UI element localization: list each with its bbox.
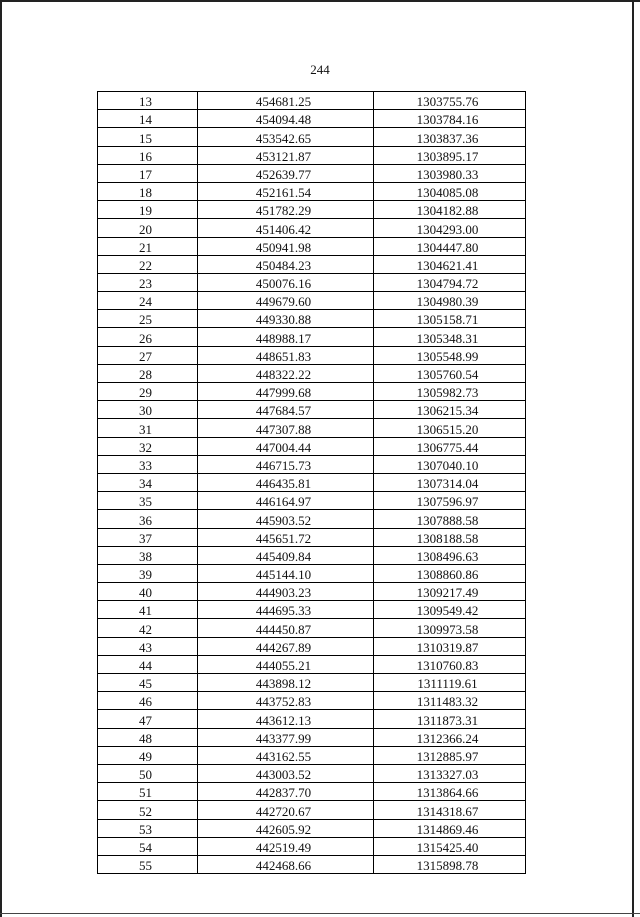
y-coordinate-cell: 1305348.31 bbox=[374, 328, 526, 346]
coordinate-table bbox=[97, 91, 526, 874]
table-row bbox=[98, 310, 526, 328]
table-row bbox=[98, 855, 526, 873]
table-row bbox=[98, 764, 526, 782]
y-coordinate-cell: 1310760.83 bbox=[374, 655, 526, 673]
x-coordinate-cell: 445651.72 bbox=[198, 528, 374, 546]
x-coordinate-cell: 447004.44 bbox=[198, 437, 374, 455]
table-row bbox=[98, 219, 526, 237]
table-row bbox=[98, 146, 526, 164]
y-coordinate-cell: 1310319.87 bbox=[374, 637, 526, 655]
point-number-cell: 35 bbox=[98, 492, 198, 510]
point-number-cell: 34 bbox=[98, 473, 198, 491]
x-coordinate-cell: 446164.97 bbox=[198, 492, 374, 510]
table-row bbox=[98, 528, 526, 546]
y-coordinate-cell: 1308860.86 bbox=[374, 564, 526, 582]
point-number-cell: 48 bbox=[98, 728, 198, 746]
y-coordinate-cell: 1307596.97 bbox=[374, 492, 526, 510]
table-row bbox=[98, 601, 526, 619]
table-row bbox=[98, 728, 526, 746]
x-coordinate-cell: 452161.54 bbox=[198, 182, 374, 200]
table-row bbox=[98, 292, 526, 310]
point-number-cell: 55 bbox=[98, 855, 198, 873]
point-number-cell: 50 bbox=[98, 764, 198, 782]
y-coordinate-cell: 1311483.32 bbox=[374, 692, 526, 710]
table-row bbox=[98, 746, 526, 764]
x-coordinate-cell: 450941.98 bbox=[198, 237, 374, 255]
point-number-cell: 45 bbox=[98, 674, 198, 692]
y-coordinate-cell: 1309549.42 bbox=[374, 601, 526, 619]
x-coordinate-cell: 450076.16 bbox=[198, 273, 374, 291]
y-coordinate-cell: 1305982.73 bbox=[374, 383, 526, 401]
x-coordinate-cell: 442519.49 bbox=[198, 837, 374, 855]
y-coordinate-cell: 1308496.63 bbox=[374, 546, 526, 564]
y-coordinate-cell: 1304621.41 bbox=[374, 255, 526, 273]
y-coordinate-cell: 1303784.16 bbox=[374, 110, 526, 128]
point-number-cell: 19 bbox=[98, 201, 198, 219]
table-row bbox=[98, 619, 526, 637]
y-coordinate-cell: 1304293.00 bbox=[374, 219, 526, 237]
table-row bbox=[98, 837, 526, 855]
x-coordinate-cell: 449330.88 bbox=[198, 310, 374, 328]
x-coordinate-cell: 450484.23 bbox=[198, 255, 374, 273]
x-coordinate-cell: 443612.13 bbox=[198, 710, 374, 728]
table-row bbox=[98, 710, 526, 728]
point-number-cell: 22 bbox=[98, 255, 198, 273]
y-coordinate-cell: 1314869.46 bbox=[374, 819, 526, 837]
table-row bbox=[98, 364, 526, 382]
point-number-cell: 18 bbox=[98, 182, 198, 200]
table-row bbox=[98, 401, 526, 419]
page-border-left bbox=[0, 0, 2, 917]
point-number-cell: 17 bbox=[98, 164, 198, 182]
y-coordinate-cell: 1306775.44 bbox=[374, 437, 526, 455]
point-number-cell: 15 bbox=[98, 128, 198, 146]
page-border-right bbox=[632, 0, 634, 917]
table-row bbox=[98, 583, 526, 601]
point-number-cell: 20 bbox=[98, 219, 198, 237]
x-coordinate-cell: 451782.29 bbox=[198, 201, 374, 219]
point-number-cell: 30 bbox=[98, 401, 198, 419]
point-number-cell: 54 bbox=[98, 837, 198, 855]
y-coordinate-cell: 1303837.36 bbox=[374, 128, 526, 146]
y-coordinate-cell: 1306215.34 bbox=[374, 401, 526, 419]
point-number-cell: 40 bbox=[98, 583, 198, 601]
table-row bbox=[98, 473, 526, 491]
x-coordinate-cell: 444267.89 bbox=[198, 637, 374, 655]
x-coordinate-cell: 449679.60 bbox=[198, 292, 374, 310]
point-number-cell: 44 bbox=[98, 655, 198, 673]
point-number-cell: 39 bbox=[98, 564, 198, 582]
y-coordinate-cell: 1303895.17 bbox=[374, 146, 526, 164]
table-row bbox=[98, 328, 526, 346]
x-coordinate-cell: 442837.70 bbox=[198, 783, 374, 801]
table-row bbox=[98, 164, 526, 182]
table-row bbox=[98, 492, 526, 510]
y-coordinate-cell: 1312366.24 bbox=[374, 728, 526, 746]
x-coordinate-cell: 453542.65 bbox=[198, 128, 374, 146]
page-number: 244 bbox=[310, 62, 330, 77]
x-coordinate-cell: 448651.83 bbox=[198, 346, 374, 364]
x-coordinate-cell: 448988.17 bbox=[198, 328, 374, 346]
page-border-bottom bbox=[0, 913, 640, 914]
table-row bbox=[98, 655, 526, 673]
point-number-cell: 49 bbox=[98, 746, 198, 764]
x-coordinate-cell: 443898.12 bbox=[198, 674, 374, 692]
point-number-cell: 36 bbox=[98, 510, 198, 528]
y-coordinate-cell: 1304980.39 bbox=[374, 292, 526, 310]
y-coordinate-cell: 1304794.72 bbox=[374, 273, 526, 291]
y-coordinate-cell: 1311873.31 bbox=[374, 710, 526, 728]
point-number-cell: 37 bbox=[98, 528, 198, 546]
x-coordinate-cell: 454094.48 bbox=[198, 110, 374, 128]
y-coordinate-cell: 1306515.20 bbox=[374, 419, 526, 437]
x-coordinate-cell: 447684.57 bbox=[198, 401, 374, 419]
x-coordinate-cell: 442720.67 bbox=[198, 801, 374, 819]
table-row bbox=[98, 546, 526, 564]
x-coordinate-cell: 452639.77 bbox=[198, 164, 374, 182]
y-coordinate-cell: 1307888.58 bbox=[374, 510, 526, 528]
table-row bbox=[98, 801, 526, 819]
point-number-cell: 32 bbox=[98, 437, 198, 455]
y-coordinate-cell: 1309217.49 bbox=[374, 583, 526, 601]
point-number-cell: 52 bbox=[98, 801, 198, 819]
table-row bbox=[98, 674, 526, 692]
x-coordinate-cell: 448322.22 bbox=[198, 364, 374, 382]
y-coordinate-cell: 1304447.80 bbox=[374, 237, 526, 255]
y-coordinate-cell: 1314318.67 bbox=[374, 801, 526, 819]
table-row bbox=[98, 128, 526, 146]
point-number-cell: 29 bbox=[98, 383, 198, 401]
table-row bbox=[98, 255, 526, 273]
y-coordinate-cell: 1312885.97 bbox=[374, 746, 526, 764]
x-coordinate-cell: 447999.68 bbox=[198, 383, 374, 401]
x-coordinate-cell: 442468.66 bbox=[198, 855, 374, 873]
point-number-cell: 51 bbox=[98, 783, 198, 801]
point-number-cell: 42 bbox=[98, 619, 198, 637]
x-coordinate-cell: 446715.73 bbox=[198, 455, 374, 473]
point-number-cell: 21 bbox=[98, 237, 198, 255]
table-row bbox=[98, 564, 526, 582]
table-row bbox=[98, 201, 526, 219]
point-number-cell: 26 bbox=[98, 328, 198, 346]
y-coordinate-cell: 1305548.99 bbox=[374, 346, 526, 364]
point-number-cell: 24 bbox=[98, 292, 198, 310]
point-number-cell: 38 bbox=[98, 546, 198, 564]
page-border-top bbox=[0, 0, 640, 2]
x-coordinate-cell: 454681.25 bbox=[198, 92, 374, 110]
x-coordinate-cell: 444450.87 bbox=[198, 619, 374, 637]
table-row bbox=[98, 346, 526, 364]
point-number-cell: 33 bbox=[98, 455, 198, 473]
point-number-cell: 13 bbox=[98, 92, 198, 110]
x-coordinate-cell: 443162.55 bbox=[198, 746, 374, 764]
x-coordinate-cell: 451406.42 bbox=[198, 219, 374, 237]
x-coordinate-cell: 442605.92 bbox=[198, 819, 374, 837]
table-row bbox=[98, 182, 526, 200]
y-coordinate-cell: 1303980.33 bbox=[374, 164, 526, 182]
table-row bbox=[98, 237, 526, 255]
point-number-cell: 43 bbox=[98, 637, 198, 655]
y-coordinate-cell: 1305760.54 bbox=[374, 364, 526, 382]
y-coordinate-cell: 1307040.10 bbox=[374, 455, 526, 473]
point-number-cell: 41 bbox=[98, 601, 198, 619]
table-row bbox=[98, 637, 526, 655]
x-coordinate-cell: 443003.52 bbox=[198, 764, 374, 782]
x-coordinate-cell: 444055.21 bbox=[198, 655, 374, 673]
table-row bbox=[98, 419, 526, 437]
point-number-cell: 53 bbox=[98, 819, 198, 837]
point-number-cell: 27 bbox=[98, 346, 198, 364]
point-number-cell: 23 bbox=[98, 273, 198, 291]
x-coordinate-cell: 445409.84 bbox=[198, 546, 374, 564]
point-number-cell: 31 bbox=[98, 419, 198, 437]
x-coordinate-cell: 445144.10 bbox=[198, 564, 374, 582]
x-coordinate-cell: 447307.88 bbox=[198, 419, 374, 437]
y-coordinate-cell: 1305158.71 bbox=[374, 310, 526, 328]
y-coordinate-cell: 1304182.88 bbox=[374, 201, 526, 219]
table-row bbox=[98, 437, 526, 455]
point-number-cell: 14 bbox=[98, 110, 198, 128]
table-row bbox=[98, 273, 526, 291]
table-row bbox=[98, 92, 526, 110]
x-coordinate-cell: 443377.99 bbox=[198, 728, 374, 746]
point-number-cell: 16 bbox=[98, 146, 198, 164]
y-coordinate-cell: 1308188.58 bbox=[374, 528, 526, 546]
y-coordinate-cell: 1313864.66 bbox=[374, 783, 526, 801]
x-coordinate-cell: 444903.23 bbox=[198, 583, 374, 601]
x-coordinate-cell: 444695.33 bbox=[198, 601, 374, 619]
y-coordinate-cell: 1309973.58 bbox=[374, 619, 526, 637]
x-coordinate-cell: 453121.87 bbox=[198, 146, 374, 164]
y-coordinate-cell: 1315425.40 bbox=[374, 837, 526, 855]
y-coordinate-cell: 1313327.03 bbox=[374, 764, 526, 782]
y-coordinate-cell: 1315898.78 bbox=[374, 855, 526, 873]
y-coordinate-cell: 1303755.76 bbox=[374, 92, 526, 110]
point-number-cell: 28 bbox=[98, 364, 198, 382]
table-row bbox=[98, 692, 526, 710]
coordinate-table-body bbox=[98, 92, 526, 874]
y-coordinate-cell: 1311119.61 bbox=[374, 674, 526, 692]
point-number-cell: 25 bbox=[98, 310, 198, 328]
x-coordinate-cell: 446435.81 bbox=[198, 473, 374, 491]
x-coordinate-cell: 445903.52 bbox=[198, 510, 374, 528]
y-coordinate-cell: 1307314.04 bbox=[374, 473, 526, 491]
table-row bbox=[98, 383, 526, 401]
table-row bbox=[98, 110, 526, 128]
x-coordinate-cell: 443752.83 bbox=[198, 692, 374, 710]
table-row bbox=[98, 510, 526, 528]
table-row bbox=[98, 819, 526, 837]
y-coordinate-cell: 1304085.08 bbox=[374, 182, 526, 200]
table-row bbox=[98, 455, 526, 473]
point-number-cell: 47 bbox=[98, 710, 198, 728]
table-row bbox=[98, 783, 526, 801]
point-number-cell: 46 bbox=[98, 692, 198, 710]
